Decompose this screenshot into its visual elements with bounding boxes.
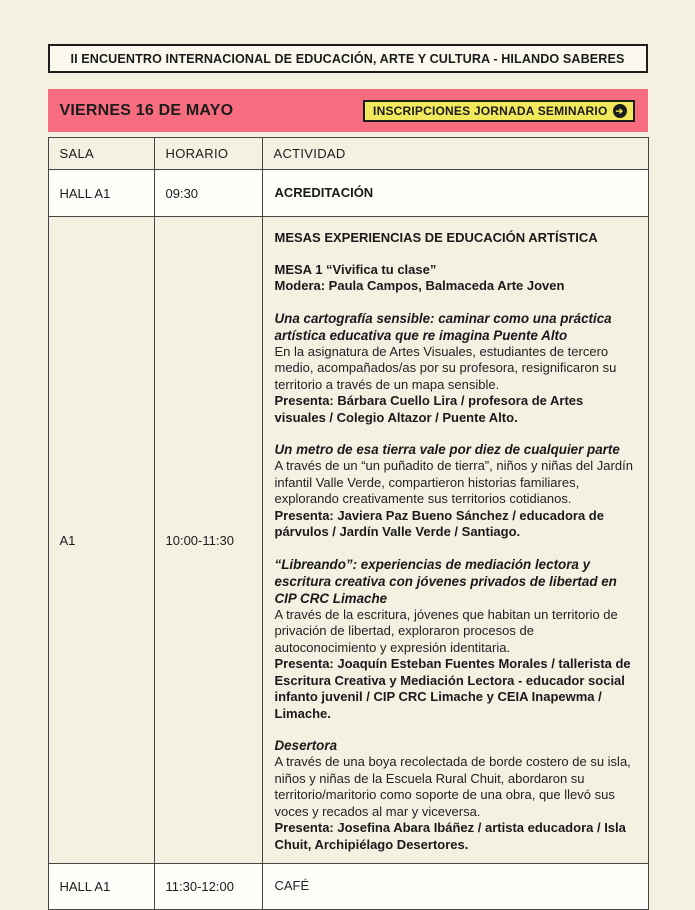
column-header-horario: HORARIO xyxy=(154,138,262,170)
horario-cell: 11:30-12:00 xyxy=(154,864,262,910)
day-banner xyxy=(48,89,648,132)
sala-cell: HALL A1 xyxy=(48,864,154,910)
column-header-actividad: ACTIVIDAD xyxy=(262,138,648,170)
event-title-banner xyxy=(48,44,648,73)
table-row xyxy=(48,170,648,217)
actividad-cell xyxy=(262,217,648,864)
header-row xyxy=(48,138,648,170)
activity-text: Presenta: Javiera Paz Bueno Sánchez / educadora de párvulos / Jardín Valle Verde / Santiago. xyxy=(274,507,604,540)
activity-text: “Libreando”: experiencias de mediación lectora y escritura creativa con jóvenes privados de libertad en CIP CRC Limache xyxy=(274,556,617,606)
spacer xyxy=(275,247,636,262)
spacer xyxy=(275,722,636,737)
activity-text: En la asignatura de Artes Visuales, estudiantes de tercero medio, acompañados/as por su profesora, resignificaron su territorio a través de un mapa sensible. xyxy=(274,343,617,392)
table-row xyxy=(48,864,648,910)
activity-text: A través de un “un puñadito de tierra”, niños y niñas del Jardín infantil Valle Verde, compartieron historias familiares, explorando creativamente sus territorios cotidianos. xyxy=(274,458,633,507)
arrow-right-circle-icon: ➔ xyxy=(613,104,627,118)
activity-text: MESAS EXPERIENCIAS DE EDUCACIÓN ARTÍSTICA xyxy=(274,230,598,245)
activity-text: A través de una boya recolectada de borde costero de su isla, niños y niñas de la Escuela Rural Chuit, abordaron su territorio/maritorio como soporte de una obra, que llevó sus voces y recados al mar y viceversa. xyxy=(274,754,631,819)
sala-cell: A1 xyxy=(48,217,154,864)
activity-text: Presenta: Bárbara Cuello Lira / profesora de Artes visuales / Colegio Altazor / Puente Alto. xyxy=(274,393,584,425)
activity-text: Presenta: Joaquín Esteban Fuentes Morales / tallerista de Escritura Creativa y Mediación Lectora - educador social infanto juvenil / CIP CRC Limache y CEIA Inapewma / Limache. xyxy=(274,656,631,721)
activity-text: ACREDITACIÓN xyxy=(274,184,374,200)
schedule-table xyxy=(48,137,649,910)
horario-cell: 10:00-11:30 xyxy=(154,217,262,864)
actividad-cell xyxy=(262,864,648,910)
spacer xyxy=(275,426,636,441)
event-title: II ENCUENTRO INTERNACIONAL DE EDUCACIÓN, ARTE Y CULTURA - HILANDO SABERES xyxy=(70,52,625,66)
table-row xyxy=(48,217,648,864)
inscriptions-button[interactable] xyxy=(363,100,634,122)
column-header-sala: SALA xyxy=(48,138,154,170)
inscriptions-button-label: INSCRIPCIONES JORNADA SEMINARIO xyxy=(373,103,608,118)
activity-text: Desertora xyxy=(274,738,338,754)
schedule-body xyxy=(48,170,648,910)
schedule-page xyxy=(48,0,648,910)
day-title: VIERNES 16 DE MAYO xyxy=(59,101,234,119)
activity-text: MESA 1 “Vivifica tu clase” xyxy=(274,261,437,277)
activity-text: Modera: Paula Campos, Balmaceda Arte Joven xyxy=(274,278,565,293)
actividad-cell xyxy=(262,170,648,217)
activity-text: Un metro de esa tierra vale por diez de cualquier parte xyxy=(274,442,620,458)
schedule-table-head xyxy=(48,138,648,170)
activity-text: Presenta: Josefina Abara Ibáñez / artista educadora / Isla Chuit, Archipiélago Desertores. xyxy=(274,820,626,852)
horario-cell: 09:30 xyxy=(154,170,262,217)
activity-text: CAFÉ xyxy=(274,878,310,894)
spacer xyxy=(275,295,636,310)
activity-text: Una cartografía sensible: caminar como una práctica artística educativa que re imagina Puente Alto xyxy=(274,310,612,343)
sala-cell: HALL A1 xyxy=(48,170,154,217)
spacer xyxy=(275,541,636,556)
activity-text: A través de la escritura, jóvenes que habitan un territorio de privación de libertad, exploraron procesos de autoconocimiento y expresión identitaria. xyxy=(274,606,618,655)
